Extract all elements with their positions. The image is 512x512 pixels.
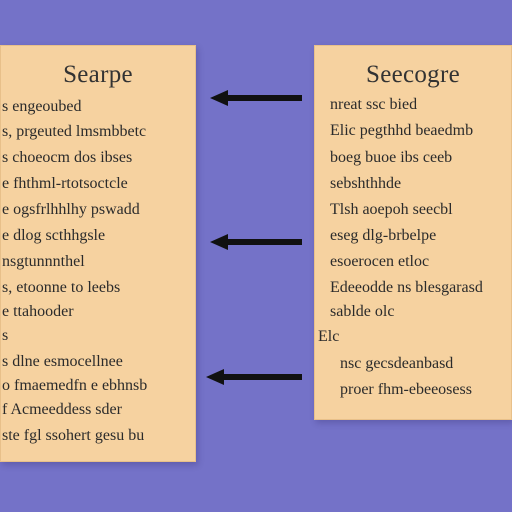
left-panel xyxy=(0,45,196,462)
left-panel-line: o fmaemedfn e ebhnsb xyxy=(2,377,148,394)
left-panel-line: e ttahooder xyxy=(2,303,74,320)
left-panel-line: s choeocm dos ibses xyxy=(2,149,133,166)
left-panel-line: e ogsfrlhhlhy pswadd xyxy=(2,201,140,218)
right-panel-line: proer fhm-ebeeosess xyxy=(340,381,472,398)
right-panel-line: Edeeodde ns blesgarasd xyxy=(330,279,483,296)
left-panel-line: s, prgeuted lmsmbbetc xyxy=(2,123,147,140)
right-panel-line: boeg buoe ibs ceeb xyxy=(330,149,453,166)
right-panel-line: nreat ssc bied xyxy=(330,96,418,113)
right-panel-line: sebshthhde xyxy=(330,175,402,192)
left-arrow-icon xyxy=(210,234,302,250)
left-panel-line: nsgtunnnthel xyxy=(2,253,85,270)
left-panel-line: s engeoubed xyxy=(2,98,82,115)
right-panel-title: Seecogre xyxy=(365,61,460,88)
right-panel-line: sablde olc xyxy=(330,303,395,320)
left-panel-line: s dlne esmocellnee xyxy=(2,353,123,370)
left-panel-line: e dlog scthhgsle xyxy=(2,227,106,244)
right-panel-line: Elc xyxy=(318,328,340,345)
right-panel xyxy=(314,45,512,420)
left-panel-line: s xyxy=(2,327,9,344)
right-panel-line: Tlsh aoepoh seecbl xyxy=(330,201,453,218)
right-panel-line: eseg dlg-brbelpe xyxy=(330,227,437,244)
left-panel-line: s, etoonne to leebs xyxy=(2,279,121,296)
left-panel-title: Searpe xyxy=(63,61,133,88)
left-arrow-icon xyxy=(206,369,298,385)
left-panel-line: f Acmeeddess sder xyxy=(2,401,122,418)
right-panel-line: Elic pegthhd beaedmb xyxy=(330,122,474,139)
right-panel-line: esoerocen etloc xyxy=(330,253,430,270)
right-panel-line: nsc gecsdeanbasd xyxy=(340,355,454,372)
left-arrow-icon xyxy=(210,90,302,106)
left-panel-line: e fhthml-rtotsoctcle xyxy=(2,175,128,192)
left-panel-line: ste fgl ssohert gesu bu xyxy=(2,427,145,444)
